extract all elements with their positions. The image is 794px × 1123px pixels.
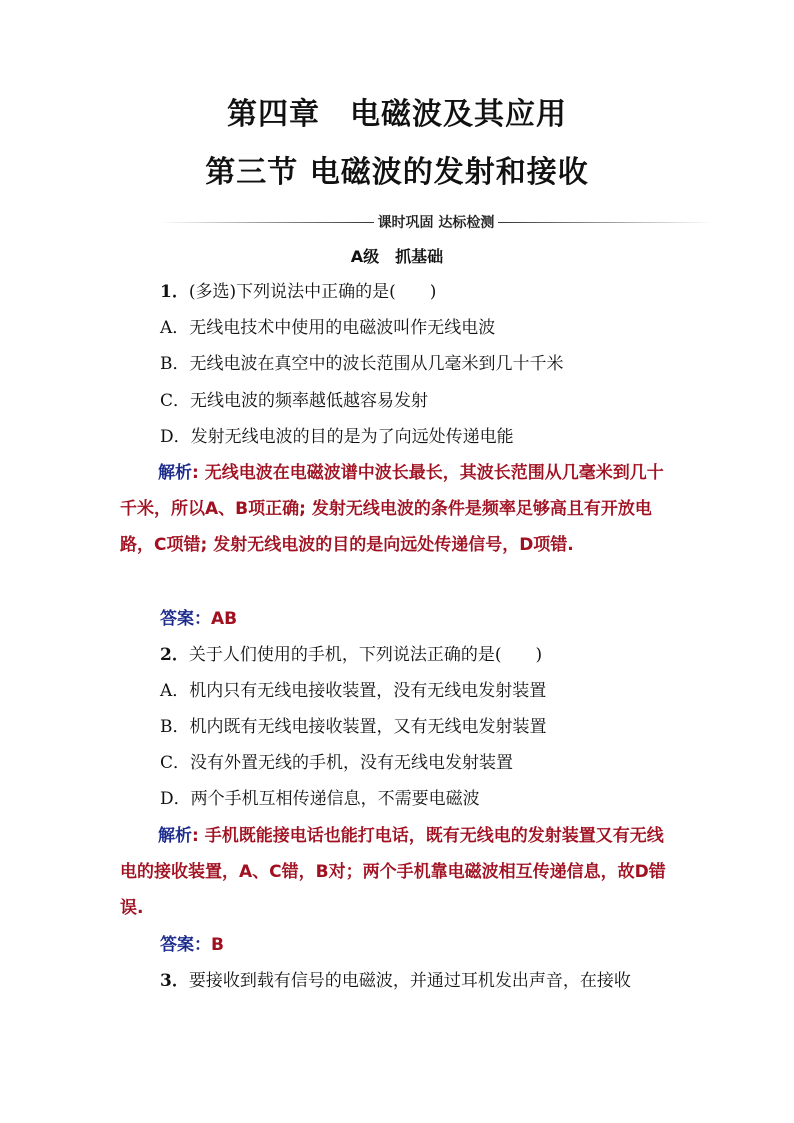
question-1-option-c: C．无线电波的频率越低越容易发射 xyxy=(160,391,429,411)
question-1-option-d: D．发射无线电波的目的是为了向远处传递电能 xyxy=(160,427,514,447)
answer-label: 答案： xyxy=(160,609,211,629)
question-1-answer xyxy=(160,607,237,631)
chapter-number: 第四章 xyxy=(227,97,320,132)
question-2-option-a: A．机内只有无线电接收装置，没有无线电发射装置 xyxy=(160,681,547,701)
answer-value: AB xyxy=(211,609,238,629)
question-3-stem xyxy=(160,969,631,993)
analysis-text: : 无线电波在电磁波谱中波长最长，其波长范围从几毫米到几十千米，所以A、B项正确; 发射无线电波的条件是频率足够高且有开放电路，C项错; 发射无线电波的目的是向远处传递信号，D项错. xyxy=(120,463,664,555)
question-1-option-b: B．无线电波在真空中的波长范围从几毫米到几十千米 xyxy=(160,354,564,374)
answer-label: 答案： xyxy=(160,935,211,955)
question-1-stem xyxy=(160,280,436,304)
question-text: 要接收到载有信号的电磁波，并通过耳机发出声音，在接收 xyxy=(188,971,631,991)
section-divider xyxy=(160,210,712,234)
question-number: 3． xyxy=(160,971,189,991)
level-heading: A级 抓基础 xyxy=(350,247,444,266)
question-1-option-a: A．无线电技术中使用的电磁波叫作无线电波 xyxy=(160,318,496,338)
question-2-stem xyxy=(160,643,542,667)
section-title: 第三节 电磁波的发射和接收 xyxy=(205,155,589,190)
answer-value: B xyxy=(211,935,224,955)
question-2-answer xyxy=(160,933,224,957)
divider-line-right xyxy=(498,222,712,223)
question-2-option-b: B．机内既有无线电接收装置，又有无线电发射装置 xyxy=(160,717,547,737)
question-number: 1． xyxy=(160,282,189,302)
question-text: 关于人们使用的手机，下列说法正确的是( ) xyxy=(188,645,543,665)
question-2-option-c: C．没有外置无线的手机，没有无线电发射装置 xyxy=(160,753,514,773)
question-2-analysis xyxy=(120,818,676,926)
chapter-title: 电磁波及其应用 xyxy=(350,97,567,132)
divider-line-left xyxy=(160,222,374,223)
divider-label: 课时巩固 达标检测 xyxy=(377,215,495,231)
question-1-analysis xyxy=(120,455,676,563)
analysis-label: 解析 xyxy=(158,826,192,846)
question-2-option-d: D．两个手机互相传递信息，不需要电磁波 xyxy=(160,789,480,809)
chapter-heading xyxy=(0,97,794,133)
question-number: 2． xyxy=(160,645,189,665)
question-text: (多选)下列说法中正确的是( ) xyxy=(188,282,437,302)
analysis-label: 解析 xyxy=(158,463,192,483)
analysis-text: : 手机既能接电话也能打电话，既有无线电的发射装置又有无线电的接收装置，A、C错，B对；两个手机靠电磁波相互传递信息，故D错误. xyxy=(120,826,666,918)
